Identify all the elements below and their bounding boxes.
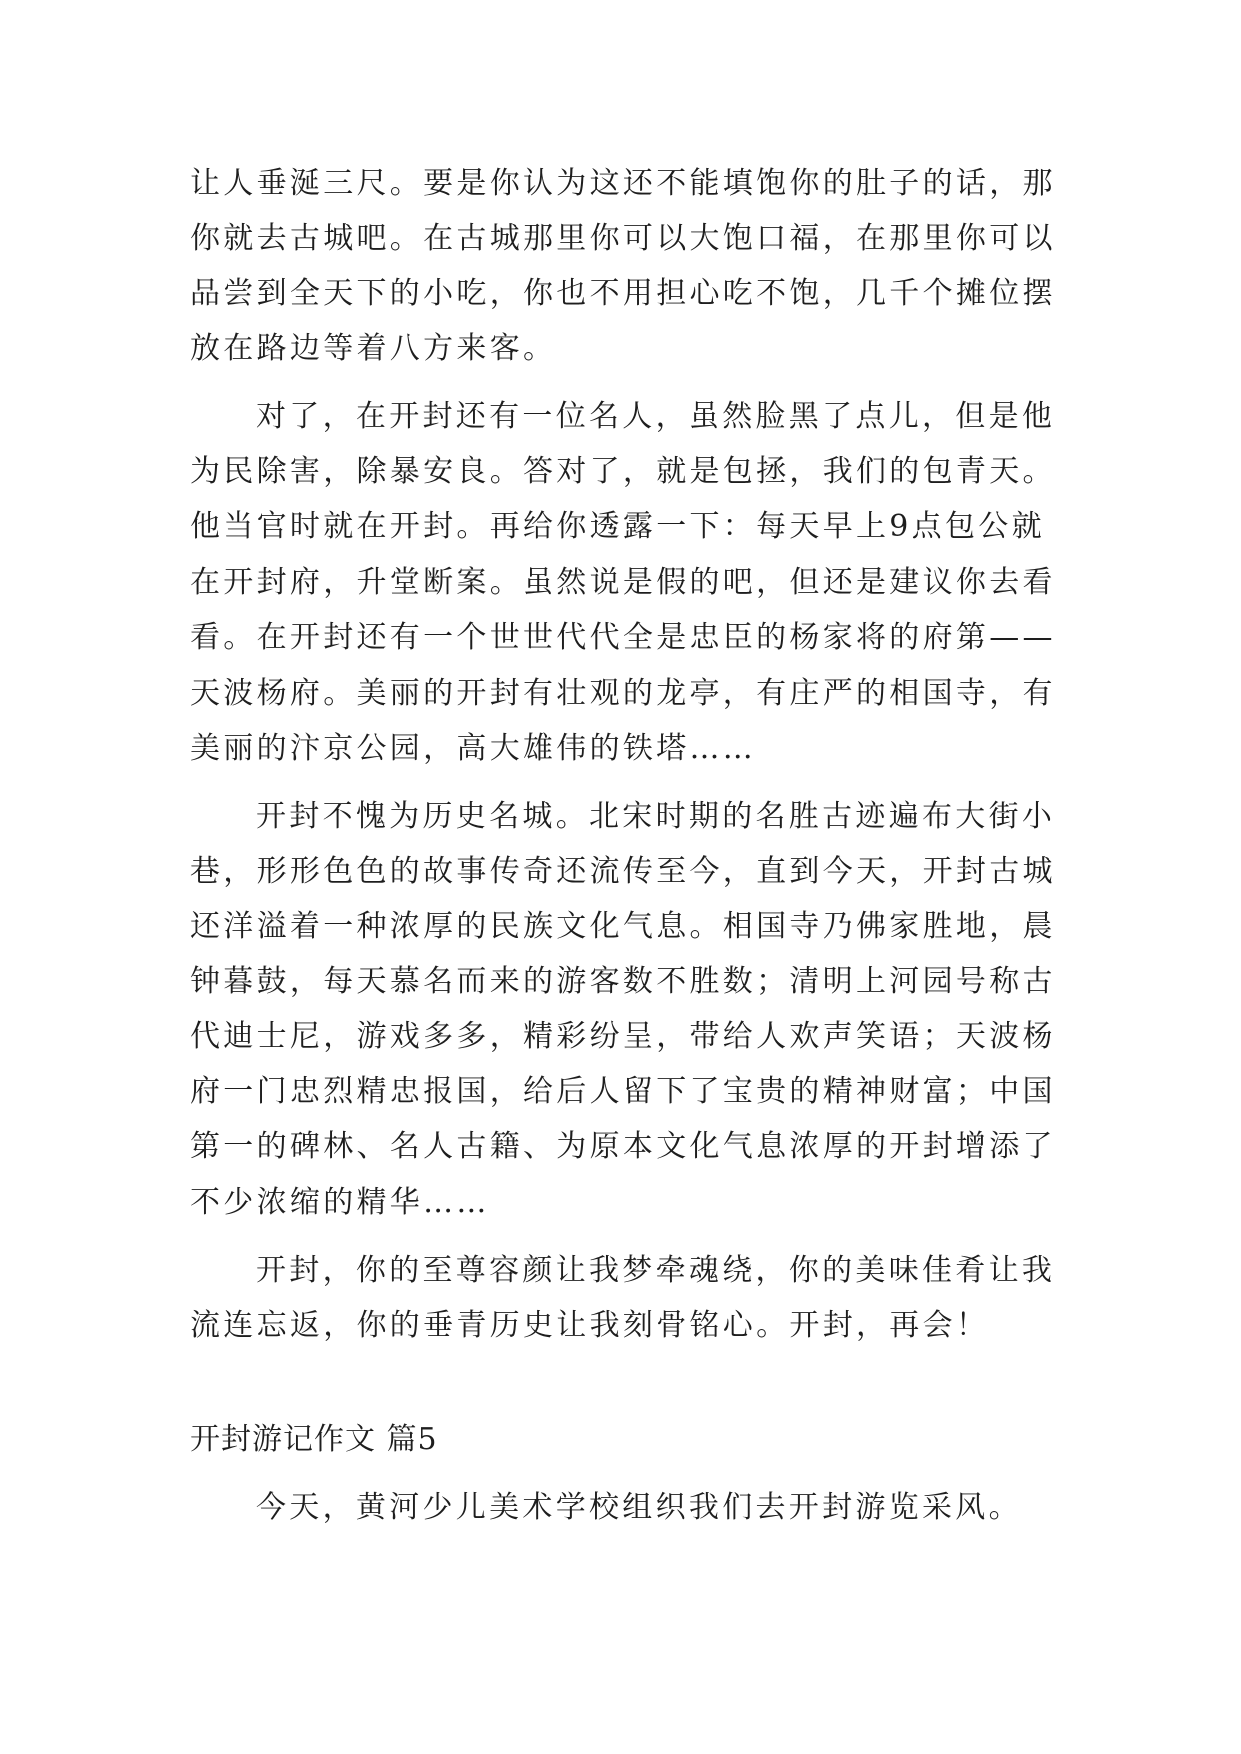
paragraph-2-line-2: 为民除害，除暴安良。答对了，就是包拯，我们的包青天。 xyxy=(190,454,1056,489)
paragraph-4-line-2: 流连忘返，你的垂青历史让我刻骨铭心。开封，再会！ xyxy=(190,1308,990,1343)
paragraph-5-line-1: 今天，黄河少儿美术学校组织我们去开封游览采风。 xyxy=(256,1490,1022,1525)
paragraph-2-line-3: 他当官时就在开封。再给你透露一下：每天早上9点包公就 xyxy=(190,509,1045,544)
paragraph-4-line-1: 开封，你的至尊容颜让我梦牵魂绕，你的美味佳肴让我 xyxy=(256,1253,1056,1288)
paragraph-3-line-2: 巷，形形色色的故事传奇还流传至今，直到今天，开封古城 xyxy=(190,854,1056,889)
paragraph-2-line-5: 看。在开封还有一个世世代代全是忠臣的杨家将的府第—— xyxy=(190,620,1056,655)
section-heading: 开封游记作文 篇5 xyxy=(190,1422,438,1457)
paragraph-3-line-7: 第一的碑林、名人古籍、为原本文化气息浓厚的开封增添了 xyxy=(190,1129,1056,1164)
paragraph-2-line-4: 在开封府，升堂断案。虽然说是假的吧，但还是建议你去看 xyxy=(190,565,1056,600)
paragraph-1-line-4: 放在路边等着八方来客。 xyxy=(190,331,557,366)
paragraph-3-line-3: 还洋溢着一种浓厚的民族文化气息。相国寺乃佛家胜地，晨 xyxy=(190,909,1056,944)
paragraph-2-line-7: 美丽的汴京公园，高大雄伟的铁塔…… xyxy=(190,731,757,766)
paragraph-3-line-1: 开封不愧为历史名城。北宋时期的名胜古迹遍布大街小 xyxy=(256,799,1056,834)
paragraph-3-line-6: 府一门忠烈精忠报国，给后人留下了宝贵的精神财富；中国 xyxy=(190,1074,1056,1109)
paragraph-1-line-3: 品尝到全天下的小吃，你也不用担心吃不饱，几千个摊位摆 xyxy=(190,276,1056,311)
paragraph-1-line-2: 你就去古城吧。在古城那里你可以大饱口福，在那里你可以 xyxy=(190,221,1056,256)
paragraph-2-line-1: 对了，在开封还有一位名人，虽然脸黑了点儿，但是他 xyxy=(256,399,1056,434)
paragraph-2-line-6: 天波杨府。美丽的开封有壮观的龙亭，有庄严的相国寺，有 xyxy=(190,676,1056,711)
paragraph-3-line-5: 代迪士尼，游戏多多，精彩纷呈，带给人欢声笑语；天波杨 xyxy=(190,1019,1056,1054)
paragraph-1-line-1: 让人垂涎三尺。要是你认为这还不能填饱你的肚子的话，那 xyxy=(190,166,1056,201)
paragraph-3-line-8: 不少浓缩的精华…… xyxy=(190,1185,490,1220)
paragraph-3-line-4: 钟暮鼓，每天慕名而来的游客数不胜数；清明上河园号称古 xyxy=(190,964,1056,999)
